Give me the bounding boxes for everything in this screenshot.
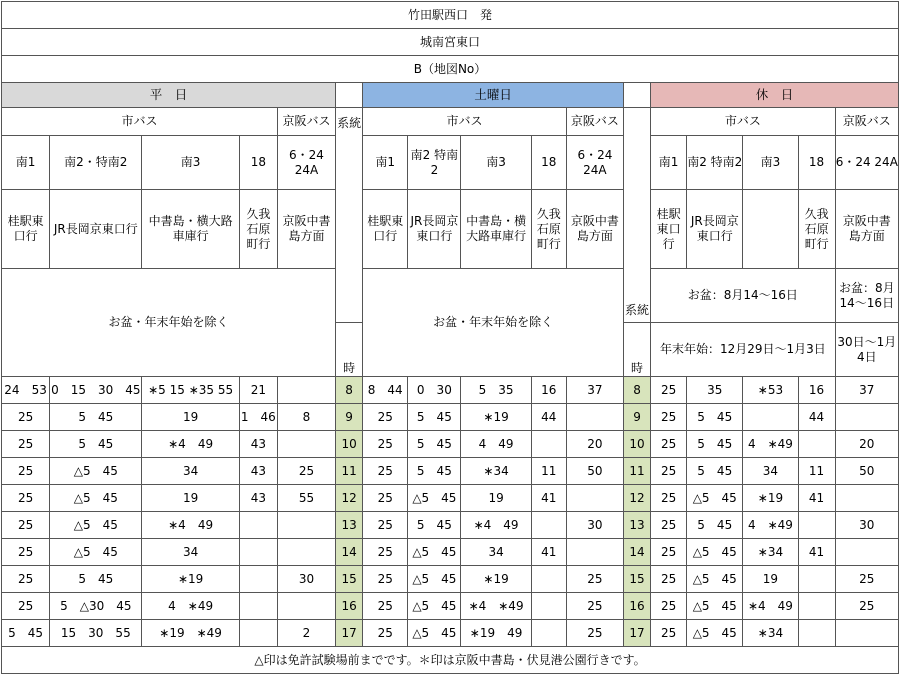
departure-minutes: 0 15 30 45 — [50, 377, 142, 404]
departure-minutes: 25 — [651, 485, 687, 512]
departure-minutes: 25 — [651, 404, 687, 431]
route-number: 南1 — [651, 136, 687, 190]
departure-minutes: 25 — [363, 485, 408, 512]
departure-minutes: 8 — [277, 404, 335, 431]
route-number: 南3 — [743, 136, 798, 190]
hour-col-spacer — [623, 83, 650, 108]
departure-minutes: 19 — [461, 485, 531, 512]
departure-minutes — [835, 620, 898, 647]
departure-minutes: 25 — [651, 377, 687, 404]
departure-minutes: ∗4 49 — [142, 512, 239, 539]
departure-minutes: 16 — [798, 377, 835, 404]
departure-minutes: △5 45 — [50, 539, 142, 566]
departure-minutes: 34 — [142, 539, 239, 566]
destination-label: 桂駅東口行 — [651, 190, 687, 269]
departure-minutes — [798, 566, 835, 593]
departure-minutes: △5 45 — [687, 485, 743, 512]
departure-minutes — [531, 512, 566, 539]
departure-minutes: △5 45 — [408, 593, 461, 620]
departure-minutes: 25 — [363, 566, 408, 593]
hour-cell: 10 — [336, 431, 363, 458]
departure-minutes — [531, 593, 566, 620]
departure-minutes: 21 — [239, 377, 277, 404]
route-number: 18 — [531, 136, 566, 190]
hour-cell: 17 — [623, 620, 650, 647]
departure-minutes: 2 — [277, 620, 335, 647]
departure-minutes: 25 — [566, 593, 623, 620]
departure-minutes: 5 45 — [408, 512, 461, 539]
departure-minutes: 1 46 — [239, 404, 277, 431]
departure-minutes: 41 — [798, 485, 835, 512]
hour-cell: 15 — [336, 566, 363, 593]
departure-minutes: 25 — [835, 566, 898, 593]
departure-minutes: 25 — [651, 539, 687, 566]
departure-minutes: 34 — [142, 458, 239, 485]
departure-minutes: △5 45 — [408, 485, 461, 512]
route-system-label: 系統 — [336, 108, 363, 323]
weekday-header: 平 日 — [2, 83, 336, 108]
departure-minutes — [531, 431, 566, 458]
departure-minutes: 4 ∗49 — [142, 593, 239, 620]
destination-label: 中書島・横大路車庫行 — [142, 190, 239, 269]
destination-label: 久我石原町行 — [239, 190, 277, 269]
hour-cell: 15 — [623, 566, 650, 593]
departure-minutes: 25 — [363, 539, 408, 566]
holiday-header: 休 日 — [651, 83, 899, 108]
saturday-note: お盆・年末年始を除く — [363, 269, 624, 377]
departure-minutes: 19 — [142, 404, 239, 431]
departure-minutes: ∗19 — [743, 485, 798, 512]
departure-minutes: 4 49 — [461, 431, 531, 458]
departure-minutes: 25 — [363, 620, 408, 647]
departure-minutes: 25 — [363, 593, 408, 620]
table-row — [2, 485, 899, 512]
departure-minutes: 25 — [566, 566, 623, 593]
departure-minutes: 5 45 — [50, 566, 142, 593]
departure-minutes: 25 — [2, 431, 50, 458]
departure-minutes: 5 35 — [461, 377, 531, 404]
departure-minutes: 5 45 — [687, 458, 743, 485]
departure-minutes: △5 45 — [687, 593, 743, 620]
departure-minutes: 25 — [277, 458, 335, 485]
hour-cell: 9 — [336, 404, 363, 431]
keihan-bus-label: 京阪バス — [835, 108, 898, 136]
departure-minutes — [239, 539, 277, 566]
departure-minutes: 25 — [651, 620, 687, 647]
departure-minutes: 5 45 — [687, 404, 743, 431]
station-title: 竹田駅西口 発 — [2, 2, 899, 29]
departure-minutes: 25 — [566, 620, 623, 647]
departure-minutes: ∗53 — [743, 377, 798, 404]
route-number: 18 — [798, 136, 835, 190]
hour-cell: 13 — [623, 512, 650, 539]
table-row — [2, 539, 899, 566]
table-row — [2, 593, 899, 620]
departure-minutes — [566, 485, 623, 512]
departure-minutes: △5 45 — [408, 566, 461, 593]
departure-minutes — [798, 593, 835, 620]
departure-minutes — [531, 566, 566, 593]
hour-cell: 8 — [336, 377, 363, 404]
departure-minutes: △5 45 — [687, 620, 743, 647]
departure-minutes — [277, 431, 335, 458]
departure-minutes — [239, 620, 277, 647]
departure-minutes: 30 — [835, 512, 898, 539]
holiday-obon-keihan-note: お盆：8月14～16日 — [835, 269, 898, 323]
departure-minutes: 50 — [835, 458, 898, 485]
departure-minutes: 44 — [531, 404, 566, 431]
departure-minutes: ∗19 49 — [461, 620, 531, 647]
departure-minutes: 25 — [2, 566, 50, 593]
departure-minutes: 24 53 — [2, 377, 50, 404]
departure-minutes: △5 45 — [50, 485, 142, 512]
departure-minutes: 19 — [743, 566, 798, 593]
departure-minutes: ∗4 ∗49 — [461, 593, 531, 620]
departure-minutes: 8 44 — [363, 377, 408, 404]
table-row — [2, 458, 899, 485]
table-row — [2, 566, 899, 593]
hour-cell: 12 — [623, 485, 650, 512]
departure-minutes: 37 — [835, 377, 898, 404]
departure-minutes — [835, 485, 898, 512]
departure-minutes — [566, 404, 623, 431]
hour-cell: 14 — [336, 539, 363, 566]
departure-minutes: ∗34 — [461, 458, 531, 485]
departure-minutes: 4 ∗49 — [743, 431, 798, 458]
departure-minutes: 5 45 — [50, 431, 142, 458]
destination-label: 中書島・横大路車庫行 — [461, 190, 531, 269]
departure-minutes: 55 — [277, 485, 335, 512]
departure-minutes: 30 — [566, 512, 623, 539]
departure-minutes: △5 45 — [408, 539, 461, 566]
departure-minutes: 50 — [566, 458, 623, 485]
departure-minutes: ∗19 ∗49 — [142, 620, 239, 647]
departure-minutes: 20 — [566, 431, 623, 458]
departure-minutes: 5 45 — [408, 404, 461, 431]
weekday-note: お盆・年末年始を除く — [2, 269, 336, 377]
city-bus-label: 市バス — [2, 108, 278, 136]
destination-label: JR長岡京東口行 — [408, 190, 461, 269]
departure-minutes: 5 45 — [687, 512, 743, 539]
destination-label: 桂駅東口行 — [363, 190, 408, 269]
route-number: 南3 — [461, 136, 531, 190]
route-number: 南2・特南2 — [50, 136, 142, 190]
route-number: 南2 特南2 — [687, 136, 743, 190]
hour-cell: 11 — [336, 458, 363, 485]
departure-minutes — [835, 404, 898, 431]
destination-label: 桂駅東口行 — [2, 190, 50, 269]
departure-minutes — [239, 593, 277, 620]
hour-cell: 11 — [623, 458, 650, 485]
departure-minutes: 34 — [743, 458, 798, 485]
hour-cell: 16 — [623, 593, 650, 620]
destination-label: 京阪中書島方面 — [566, 190, 623, 269]
departure-minutes: 37 — [566, 377, 623, 404]
departure-minutes: 5 45 — [408, 458, 461, 485]
departure-minutes: ∗4 49 — [142, 431, 239, 458]
departure-minutes: 25 — [363, 431, 408, 458]
departure-minutes: 34 — [461, 539, 531, 566]
departure-minutes: 43 — [239, 431, 277, 458]
route-number: 18 — [239, 136, 277, 190]
departure-minutes: 25 — [2, 404, 50, 431]
departure-minutes: ∗4 49 — [743, 593, 798, 620]
saturday-header: 土曜日 — [363, 83, 624, 108]
departure-minutes: 25 — [835, 593, 898, 620]
keihan-bus-label: 京阪バス — [277, 108, 335, 136]
departure-minutes — [277, 512, 335, 539]
departure-minutes: 25 — [651, 593, 687, 620]
departure-minutes: ∗19 — [461, 404, 531, 431]
departure-minutes: 25 — [651, 566, 687, 593]
departure-minutes: △5 45 — [50, 512, 142, 539]
departure-minutes: 25 — [651, 458, 687, 485]
departure-minutes — [798, 431, 835, 458]
holiday-obon-note: お盆：8月14～16日 — [651, 269, 836, 323]
departure-minutes: 4 ∗49 — [743, 512, 798, 539]
destination-label: 京阪中書島方面 — [277, 190, 335, 269]
departure-minutes — [277, 377, 335, 404]
keihan-bus-label: 京阪バス — [566, 108, 623, 136]
stop-name: 城南宮東口 — [2, 29, 899, 56]
holiday-newyear-note: 年末年始：12月29日～1月3日 — [651, 323, 836, 377]
destination-label: 久我石原町行 — [531, 190, 566, 269]
departure-minutes: △5 45 — [408, 620, 461, 647]
route-system-label: 系統 — [623, 108, 650, 323]
hour-cell: 10 — [623, 431, 650, 458]
hour-cell: 17 — [336, 620, 363, 647]
departure-minutes: 5 45 — [687, 431, 743, 458]
timetable — [1, 1, 899, 674]
departure-minutes: 25 — [2, 485, 50, 512]
destination-label: JR長岡京東口行 — [687, 190, 743, 269]
departure-minutes: 35 — [687, 377, 743, 404]
departure-minutes: 5 △30 45 — [50, 593, 142, 620]
route-number: 南2 特南2 — [408, 136, 461, 190]
departure-minutes: 41 — [531, 485, 566, 512]
city-bus-label: 市バス — [651, 108, 836, 136]
departure-minutes: ∗19 — [461, 566, 531, 593]
hour-cell: 16 — [336, 593, 363, 620]
table-row — [2, 431, 899, 458]
route-number: 6・24 24A — [277, 136, 335, 190]
departure-minutes — [743, 404, 798, 431]
table-row — [2, 404, 899, 431]
departure-minutes — [798, 512, 835, 539]
departure-minutes: 19 — [142, 485, 239, 512]
departure-minutes: 25 — [2, 593, 50, 620]
hour-cell: 9 — [623, 404, 650, 431]
route-number: 南1 — [2, 136, 50, 190]
departure-minutes: 25 — [363, 512, 408, 539]
departure-minutes: △5 45 — [687, 566, 743, 593]
departure-minutes: 15 30 55 — [50, 620, 142, 647]
departure-minutes: ∗4 49 — [461, 512, 531, 539]
hour-cell: 12 — [336, 485, 363, 512]
departure-minutes: 11 — [798, 458, 835, 485]
departure-minutes: 41 — [798, 539, 835, 566]
departure-minutes: △5 45 — [687, 539, 743, 566]
departure-minutes — [239, 566, 277, 593]
departure-minutes: ∗5 15 ∗35 55 — [142, 377, 239, 404]
hour-cell: 8 — [623, 377, 650, 404]
departure-minutes: ∗34 — [743, 539, 798, 566]
departure-minutes: ∗19 — [142, 566, 239, 593]
departure-minutes: ∗34 — [743, 620, 798, 647]
destination-label: JR長岡京東口行 — [50, 190, 142, 269]
departure-minutes: 5 45 — [408, 431, 461, 458]
departure-minutes — [566, 539, 623, 566]
departure-minutes: 30 — [277, 566, 335, 593]
route-number: 6・24 24A — [835, 136, 898, 190]
destination-label: 久我石原町行 — [798, 190, 835, 269]
route-number: 南1 — [363, 136, 408, 190]
table-row — [2, 620, 899, 647]
departure-minutes: 5 45 — [50, 404, 142, 431]
departure-minutes: 20 — [835, 431, 898, 458]
departure-minutes: 25 — [2, 539, 50, 566]
departure-minutes — [531, 620, 566, 647]
destination-label: 京阪中書島方面 — [835, 190, 898, 269]
city-bus-label: 市バス — [363, 108, 567, 136]
departure-minutes: 16 — [531, 377, 566, 404]
departure-minutes: 0 30 — [408, 377, 461, 404]
departure-minutes: 25 — [651, 512, 687, 539]
departure-minutes: 43 — [239, 458, 277, 485]
departure-minutes — [277, 539, 335, 566]
hour-cell: 13 — [336, 512, 363, 539]
departure-minutes: 11 — [531, 458, 566, 485]
departure-minutes: 44 — [798, 404, 835, 431]
hour-label: 時 — [336, 323, 363, 377]
departure-minutes: 25 — [2, 458, 50, 485]
departure-minutes: 25 — [651, 431, 687, 458]
departure-minutes — [798, 620, 835, 647]
departure-minutes: 43 — [239, 485, 277, 512]
footer-note: △印は免許試験場前までです。＊印は京阪中書島・伏見港公園行きです。 — [2, 647, 899, 674]
departure-minutes: 25 — [363, 458, 408, 485]
departure-minutes: 5 45 — [2, 620, 50, 647]
departure-minutes — [835, 539, 898, 566]
departure-minutes: 25 — [2, 512, 50, 539]
hour-label: 時 — [623, 323, 650, 377]
departure-minutes — [239, 512, 277, 539]
holiday-newyear-keihan-note: 30日～1月4日 — [835, 323, 898, 377]
departure-minutes: 41 — [531, 539, 566, 566]
table-row — [2, 377, 899, 404]
hour-cell: 14 — [623, 539, 650, 566]
departure-minutes: △5 45 — [50, 458, 142, 485]
table-row — [2, 512, 899, 539]
route-number: 6・24 24A — [566, 136, 623, 190]
departure-minutes: 25 — [363, 404, 408, 431]
platform-label: B（地図No） — [2, 56, 899, 83]
hour-col-spacer — [336, 83, 363, 108]
route-number: 南3 — [142, 136, 239, 190]
destination-label — [743, 190, 798, 269]
departure-minutes — [277, 593, 335, 620]
